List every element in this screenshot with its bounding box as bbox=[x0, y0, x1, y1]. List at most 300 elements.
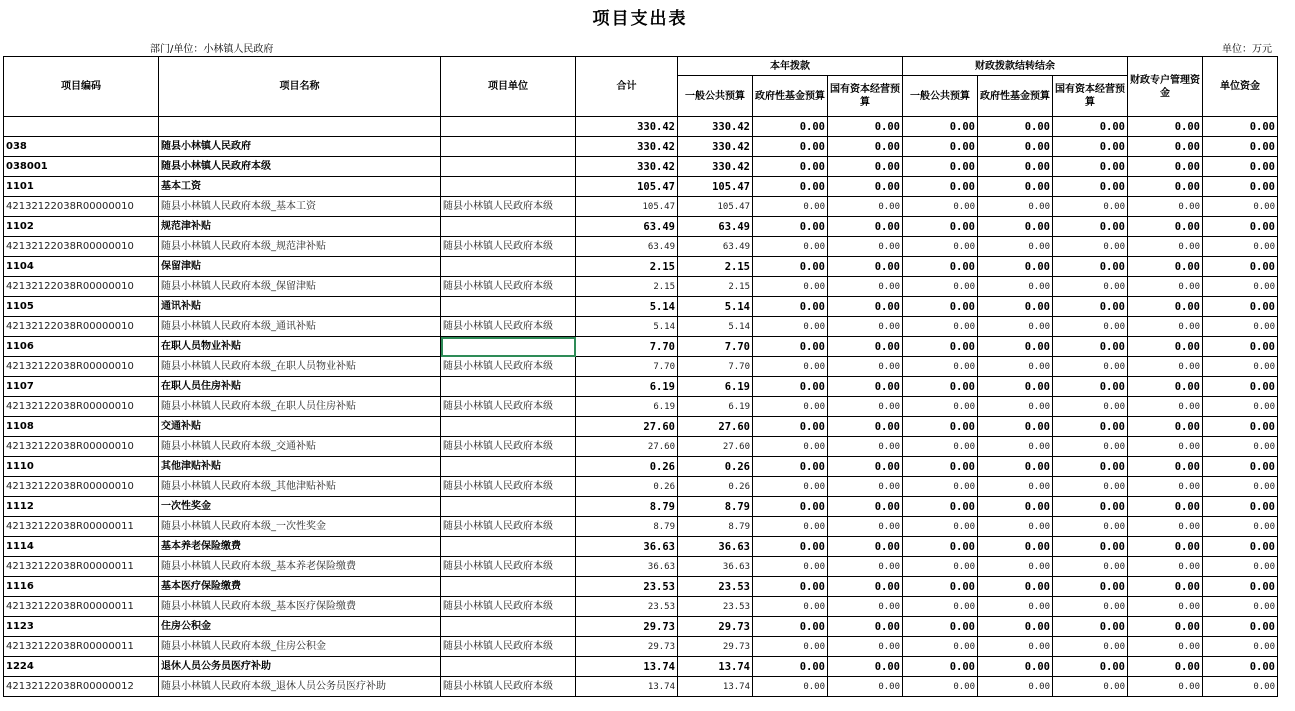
cell-value[interactable]: 0.00 bbox=[753, 157, 828, 177]
cell-value[interactable]: 0.00 bbox=[903, 497, 978, 517]
cell-value[interactable]: 0.00 bbox=[978, 337, 1053, 357]
cell-value[interactable]: 0.00 bbox=[1053, 137, 1128, 157]
cell-value[interactable]: 0.00 bbox=[1203, 237, 1278, 257]
cell-code[interactable] bbox=[4, 117, 159, 137]
cell-code[interactable]: 42132122038R00000010 bbox=[4, 397, 159, 417]
cell-value[interactable]: 5.14 bbox=[576, 317, 678, 337]
cell-unit[interactable] bbox=[441, 657, 576, 677]
cell-name[interactable]: 随县小林镇人民政府本级_退休人员公务员医疗补助 bbox=[159, 677, 441, 697]
cell-unit[interactable]: 随县小林镇人民政府本级 bbox=[441, 317, 576, 337]
cell-value[interactable]: 0.00 bbox=[753, 597, 828, 617]
cell-value[interactable]: 27.60 bbox=[678, 437, 753, 457]
cell-value[interactable]: 0.00 bbox=[828, 677, 903, 697]
cell-value[interactable]: 0.00 bbox=[1203, 377, 1278, 397]
cell-name[interactable]: 随县小林镇人民政府 bbox=[159, 137, 441, 157]
cell-value[interactable]: 0.00 bbox=[978, 297, 1053, 317]
cell-value[interactable]: 7.70 bbox=[576, 357, 678, 377]
cell-value[interactable]: 0.00 bbox=[1053, 617, 1128, 637]
cell-value[interactable]: 0.00 bbox=[903, 197, 978, 217]
cell-value[interactable]: 0.00 bbox=[828, 577, 903, 597]
cell-value[interactable]: 0.00 bbox=[753, 497, 828, 517]
cell-name[interactable]: 基本工资 bbox=[159, 177, 441, 197]
cell-unit[interactable] bbox=[441, 297, 576, 317]
cell-code[interactable]: 1107 bbox=[4, 377, 159, 397]
cell-value[interactable]: 0.00 bbox=[1053, 537, 1128, 557]
cell-value[interactable]: 0.00 bbox=[1053, 357, 1128, 377]
cell-name[interactable]: 退休人员公务员医疗补助 bbox=[159, 657, 441, 677]
cell-value[interactable]: 63.49 bbox=[576, 237, 678, 257]
cell-value[interactable]: 0.00 bbox=[903, 537, 978, 557]
cell-value[interactable]: 0.00 bbox=[1128, 617, 1203, 637]
cell-value[interactable]: 0.00 bbox=[753, 557, 828, 577]
unit-label[interactable]: 单位：万元 bbox=[1222, 44, 1272, 55]
cell-value[interactable]: 0.00 bbox=[903, 297, 978, 317]
cell-value[interactable]: 0.00 bbox=[978, 477, 1053, 497]
cell-name[interactable]: 随县小林镇人民政府本级_基本养老保险缴费 bbox=[159, 557, 441, 577]
header-fund[interactable]: 政府性基金预算 bbox=[753, 76, 828, 117]
cell-unit[interactable] bbox=[441, 117, 576, 137]
cell-value[interactable]: 0.00 bbox=[978, 417, 1053, 437]
cell-value[interactable]: 0.00 bbox=[1203, 597, 1278, 617]
cell-value[interactable]: 0.00 bbox=[1203, 357, 1278, 377]
cell-value[interactable]: 330.42 bbox=[576, 137, 678, 157]
cell-value[interactable]: 6.19 bbox=[576, 377, 678, 397]
cell-value[interactable]: 5.14 bbox=[678, 297, 753, 317]
cell-value[interactable]: 0.00 bbox=[753, 317, 828, 337]
cell-value[interactable]: 0.00 bbox=[978, 117, 1053, 137]
cell-value[interactable]: 0.00 bbox=[978, 677, 1053, 697]
cell-value[interactable]: 8.79 bbox=[576, 517, 678, 537]
cell-value[interactable]: 0.00 bbox=[978, 597, 1053, 617]
cell-code[interactable]: 42132122038R00000010 bbox=[4, 357, 159, 377]
cell-value[interactable]: 0.00 bbox=[1053, 177, 1128, 197]
cell-code[interactable]: 1123 bbox=[4, 617, 159, 637]
cell-unit[interactable]: 随县小林镇人民政府本级 bbox=[441, 597, 576, 617]
cell-value[interactable]: 0.00 bbox=[978, 437, 1053, 457]
cell-unit[interactable] bbox=[441, 337, 576, 357]
cell-value[interactable]: 0.00 bbox=[1053, 397, 1128, 417]
cell-value[interactable]: 0.00 bbox=[903, 617, 978, 637]
cell-name[interactable]: 随县小林镇人民政府本级_一次性奖金 bbox=[159, 517, 441, 537]
cell-name[interactable]: 在职人员住房补贴 bbox=[159, 377, 441, 397]
cell-value[interactable]: 0.00 bbox=[753, 297, 828, 317]
header-total[interactable]: 合计 bbox=[576, 57, 678, 117]
cell-value[interactable]: 330.42 bbox=[678, 117, 753, 137]
cell-value[interactable]: 0.00 bbox=[1053, 457, 1128, 477]
header-state-capital[interactable]: 国有资本经营预算 bbox=[828, 76, 903, 117]
cell-code[interactable]: 42132122038R00000011 bbox=[4, 637, 159, 657]
cell-value[interactable]: 0.00 bbox=[1128, 597, 1203, 617]
cell-code[interactable]: 1224 bbox=[4, 657, 159, 677]
cell-value[interactable]: 330.42 bbox=[678, 157, 753, 177]
cell-value[interactable]: 0.00 bbox=[828, 617, 903, 637]
cell-value[interactable]: 105.47 bbox=[576, 177, 678, 197]
cell-value[interactable]: 0.00 bbox=[1128, 357, 1203, 377]
cell-value[interactable]: 0.00 bbox=[903, 217, 978, 237]
cell-value[interactable]: 0.00 bbox=[828, 517, 903, 537]
cell-value[interactable]: 27.60 bbox=[576, 417, 678, 437]
cell-value[interactable]: 0.00 bbox=[903, 657, 978, 677]
cell-value[interactable]: 2.15 bbox=[576, 277, 678, 297]
cell-code[interactable]: 038001 bbox=[4, 157, 159, 177]
cell-value[interactable]: 0.00 bbox=[1128, 557, 1203, 577]
cell-value[interactable]: 0.00 bbox=[1053, 277, 1128, 297]
cell-value[interactable]: 27.60 bbox=[678, 417, 753, 437]
header-general[interactable]: 一般公共预算 bbox=[678, 76, 753, 117]
cell-value[interactable]: 6.19 bbox=[678, 397, 753, 417]
cell-value[interactable]: 0.00 bbox=[828, 657, 903, 677]
cell-value[interactable]: 0.00 bbox=[1053, 677, 1128, 697]
cell-value[interactable]: 0.00 bbox=[1128, 397, 1203, 417]
cell-value[interactable]: 36.63 bbox=[678, 537, 753, 557]
cell-value[interactable]: 0.00 bbox=[1053, 237, 1128, 257]
header-carry-general[interactable]: 一般公共预算 bbox=[903, 76, 978, 117]
header-unit[interactable]: 项目单位 bbox=[441, 57, 576, 117]
cell-value[interactable]: 0.00 bbox=[903, 377, 978, 397]
cell-value[interactable]: 29.73 bbox=[576, 617, 678, 637]
cell-value[interactable]: 0.00 bbox=[978, 197, 1053, 217]
cell-value[interactable]: 0.00 bbox=[903, 397, 978, 417]
cell-code[interactable]: 42132122038R00000010 bbox=[4, 477, 159, 497]
cell-value[interactable]: 8.79 bbox=[678, 517, 753, 537]
cell-value[interactable]: 0.00 bbox=[903, 557, 978, 577]
cell-code[interactable]: 1110 bbox=[4, 457, 159, 477]
cell-value[interactable]: 0.00 bbox=[1053, 317, 1128, 337]
cell-value[interactable]: 0.00 bbox=[828, 477, 903, 497]
cell-value[interactable]: 2.15 bbox=[678, 257, 753, 277]
cell-value[interactable]: 0.00 bbox=[1053, 197, 1128, 217]
cell-name[interactable]: 基本养老保险缴费 bbox=[159, 537, 441, 557]
cell-value[interactable]: 27.60 bbox=[576, 437, 678, 457]
cell-code[interactable]: 1108 bbox=[4, 417, 159, 437]
cell-value[interactable]: 0.00 bbox=[1203, 157, 1278, 177]
cell-value[interactable]: 0.00 bbox=[903, 637, 978, 657]
cell-value[interactable]: 0.00 bbox=[1053, 437, 1128, 457]
cell-value[interactable]: 0.00 bbox=[1203, 117, 1278, 137]
cell-name[interactable]: 随县小林镇人民政府本级_规范津补贴 bbox=[159, 237, 441, 257]
cell-value[interactable]: 0.00 bbox=[903, 677, 978, 697]
cell-value[interactable]: 29.73 bbox=[576, 637, 678, 657]
cell-value[interactable]: 0.00 bbox=[1128, 477, 1203, 497]
cell-value[interactable]: 0.00 bbox=[753, 237, 828, 257]
cell-value[interactable]: 0.00 bbox=[753, 517, 828, 537]
cell-value[interactable]: 0.00 bbox=[753, 577, 828, 597]
cell-value[interactable]: 0.00 bbox=[903, 237, 978, 257]
cell-code[interactable]: 1104 bbox=[4, 257, 159, 277]
cell-value[interactable]: 0.00 bbox=[1128, 157, 1203, 177]
cell-value[interactable]: 36.63 bbox=[678, 557, 753, 577]
cell-value[interactable]: 0.00 bbox=[1053, 157, 1128, 177]
cell-value[interactable]: 23.53 bbox=[576, 597, 678, 617]
cell-value[interactable]: 0.00 bbox=[1203, 337, 1278, 357]
cell-value[interactable]: 0.00 bbox=[978, 237, 1053, 257]
cell-value[interactable]: 0.00 bbox=[1128, 677, 1203, 697]
cell-value[interactable]: 0.00 bbox=[1203, 477, 1278, 497]
cell-value[interactable]: 5.14 bbox=[576, 297, 678, 317]
cell-unit[interactable]: 随县小林镇人民政府本级 bbox=[441, 357, 576, 377]
header-name[interactable]: 项目名称 bbox=[159, 57, 441, 117]
cell-code[interactable]: 1116 bbox=[4, 577, 159, 597]
cell-value[interactable]: 0.00 bbox=[828, 197, 903, 217]
cell-value[interactable]: 0.00 bbox=[1203, 217, 1278, 237]
cell-value[interactable]: 13.74 bbox=[576, 657, 678, 677]
cell-value[interactable]: 0.00 bbox=[1128, 457, 1203, 477]
cell-value[interactable]: 0.00 bbox=[978, 257, 1053, 277]
cell-value[interactable]: 0.00 bbox=[753, 477, 828, 497]
header-code[interactable]: 项目编码 bbox=[4, 57, 159, 117]
cell-value[interactable]: 0.00 bbox=[978, 577, 1053, 597]
cell-value[interactable]: 0.00 bbox=[753, 117, 828, 137]
cell-value[interactable]: 0.00 bbox=[1053, 517, 1128, 537]
cell-value[interactable]: 0.00 bbox=[828, 297, 903, 317]
cell-value[interactable]: 0.00 bbox=[753, 137, 828, 157]
cell-value[interactable]: 0.00 bbox=[1128, 317, 1203, 337]
cell-value[interactable]: 0.00 bbox=[1203, 677, 1278, 697]
cell-value[interactable]: 36.63 bbox=[576, 537, 678, 557]
cell-unit[interactable] bbox=[441, 537, 576, 557]
cell-value[interactable]: 0.00 bbox=[903, 437, 978, 457]
cell-code[interactable]: 42132122038R00000010 bbox=[4, 437, 159, 457]
header-group-current[interactable]: 本年拨款 bbox=[678, 57, 903, 76]
cell-code[interactable]: 42132122038R00000010 bbox=[4, 197, 159, 217]
cell-value[interactable]: 0.00 bbox=[828, 337, 903, 357]
cell-value[interactable]: 0.00 bbox=[1128, 377, 1203, 397]
cell-value[interactable]: 0.00 bbox=[978, 137, 1053, 157]
cell-value[interactable]: 0.00 bbox=[753, 257, 828, 277]
cell-unit[interactable]: 随县小林镇人民政府本级 bbox=[441, 517, 576, 537]
cell-value[interactable]: 0.00 bbox=[978, 517, 1053, 537]
cell-value[interactable]: 7.70 bbox=[576, 337, 678, 357]
cell-value[interactable]: 0.00 bbox=[1203, 497, 1278, 517]
cell-name[interactable]: 其他津贴补贴 bbox=[159, 457, 441, 477]
header-carry-fund[interactable]: 政府性基金预算 bbox=[978, 76, 1053, 117]
cell-value[interactable]: 0.00 bbox=[903, 417, 978, 437]
cell-value[interactable]: 0.00 bbox=[903, 157, 978, 177]
cell-name[interactable]: 通讯补贴 bbox=[159, 297, 441, 317]
cell-value[interactable]: 0.00 bbox=[1128, 257, 1203, 277]
cell-value[interactable]: 0.00 bbox=[903, 457, 978, 477]
cell-name[interactable]: 基本医疗保险缴费 bbox=[159, 577, 441, 597]
header-carry-state-capital[interactable]: 国有资本经营预算 bbox=[1053, 76, 1128, 117]
cell-value[interactable]: 0.00 bbox=[828, 317, 903, 337]
cell-value[interactable]: 0.00 bbox=[1053, 637, 1128, 657]
cell-value[interactable]: 0.00 bbox=[978, 317, 1053, 337]
cell-value[interactable]: 0.00 bbox=[828, 457, 903, 477]
cell-unit[interactable] bbox=[441, 617, 576, 637]
cell-unit[interactable] bbox=[441, 457, 576, 477]
cell-value[interactable]: 0.00 bbox=[828, 557, 903, 577]
cell-value[interactable]: 0.00 bbox=[828, 437, 903, 457]
header-own[interactable]: 单位资金 bbox=[1203, 57, 1278, 117]
cell-value[interactable]: 8.79 bbox=[678, 497, 753, 517]
cell-name[interactable] bbox=[159, 117, 441, 137]
cell-unit[interactable] bbox=[441, 217, 576, 237]
cell-value[interactable]: 0.00 bbox=[903, 597, 978, 617]
cell-value[interactable]: 0.00 bbox=[1203, 417, 1278, 437]
cell-value[interactable]: 0.00 bbox=[1053, 597, 1128, 617]
cell-value[interactable]: 0.00 bbox=[828, 397, 903, 417]
cell-value[interactable]: 0.00 bbox=[1203, 457, 1278, 477]
cell-value[interactable]: 0.00 bbox=[1128, 437, 1203, 457]
cell-value[interactable]: 0.00 bbox=[978, 497, 1053, 517]
cell-value[interactable]: 0.00 bbox=[978, 457, 1053, 477]
cell-value[interactable]: 2.15 bbox=[678, 277, 753, 297]
cell-code[interactable]: 038 bbox=[4, 137, 159, 157]
cell-value[interactable]: 0.00 bbox=[903, 577, 978, 597]
cell-value[interactable]: 0.00 bbox=[753, 457, 828, 477]
cell-value[interactable]: 0.00 bbox=[1053, 417, 1128, 437]
cell-value[interactable]: 0.00 bbox=[828, 537, 903, 557]
cell-name[interactable]: 随县小林镇人民政府本级_保留津贴 bbox=[159, 277, 441, 297]
cell-value[interactable]: 2.15 bbox=[576, 257, 678, 277]
cell-value[interactable]: 105.47 bbox=[678, 177, 753, 197]
cell-value[interactable]: 0.00 bbox=[828, 377, 903, 397]
cell-value[interactable]: 0.00 bbox=[978, 357, 1053, 377]
cell-value[interactable]: 29.73 bbox=[678, 617, 753, 637]
cell-value[interactable]: 0.00 bbox=[828, 357, 903, 377]
cell-value[interactable]: 0.00 bbox=[828, 497, 903, 517]
cell-unit[interactable]: 随县小林镇人民政府本级 bbox=[441, 397, 576, 417]
cell-unit[interactable]: 随县小林镇人民政府本级 bbox=[441, 197, 576, 217]
cell-value[interactable]: 0.00 bbox=[1203, 197, 1278, 217]
cell-unit[interactable]: 随县小林镇人民政府本级 bbox=[441, 637, 576, 657]
cell-name[interactable]: 随县小林镇人民政府本级 bbox=[159, 157, 441, 177]
cell-value[interactable]: 0.00 bbox=[1128, 177, 1203, 197]
cell-value[interactable]: 0.00 bbox=[1203, 517, 1278, 537]
cell-name[interactable]: 随县小林镇人民政府本级_通讯补贴 bbox=[159, 317, 441, 337]
cell-value[interactable]: 0.00 bbox=[753, 357, 828, 377]
cell-value[interactable]: 0.26 bbox=[576, 477, 678, 497]
cell-value[interactable]: 0.00 bbox=[1128, 117, 1203, 137]
cell-value[interactable]: 0.00 bbox=[1203, 557, 1278, 577]
cell-value[interactable]: 0.00 bbox=[978, 617, 1053, 637]
cell-name[interactable]: 保留津贴 bbox=[159, 257, 441, 277]
cell-value[interactable]: 0.00 bbox=[1128, 137, 1203, 157]
cell-value[interactable]: 0.00 bbox=[1053, 497, 1128, 517]
cell-value[interactable]: 23.53 bbox=[678, 577, 753, 597]
cell-value[interactable]: 0.00 bbox=[753, 277, 828, 297]
cell-value[interactable]: 0.00 bbox=[1128, 197, 1203, 217]
cell-value[interactable]: 0.00 bbox=[903, 517, 978, 537]
cell-name[interactable]: 随县小林镇人民政府本级_基本医疗保险缴费 bbox=[159, 597, 441, 617]
cell-value[interactable]: 0.00 bbox=[753, 617, 828, 637]
cell-value[interactable]: 0.00 bbox=[828, 237, 903, 257]
cell-value[interactable]: 0.00 bbox=[903, 317, 978, 337]
cell-value[interactable]: 105.47 bbox=[576, 197, 678, 217]
cell-value[interactable]: 0.00 bbox=[1053, 217, 1128, 237]
cell-code[interactable]: 1112 bbox=[4, 497, 159, 517]
cell-code[interactable]: 1101 bbox=[4, 177, 159, 197]
cell-value[interactable]: 13.74 bbox=[678, 677, 753, 697]
cell-name[interactable]: 一次性奖金 bbox=[159, 497, 441, 517]
cell-value[interactable]: 0.00 bbox=[978, 157, 1053, 177]
cell-value[interactable]: 0.00 bbox=[753, 637, 828, 657]
cell-code[interactable]: 1102 bbox=[4, 217, 159, 237]
cell-value[interactable]: 0.00 bbox=[978, 537, 1053, 557]
cell-unit[interactable]: 随县小林镇人民政府本级 bbox=[441, 677, 576, 697]
cell-value[interactable]: 0.00 bbox=[1128, 217, 1203, 237]
cell-unit[interactable]: 随县小林镇人民政府本级 bbox=[441, 437, 576, 457]
cell-value[interactable]: 0.00 bbox=[1053, 257, 1128, 277]
cell-unit[interactable]: 随县小林镇人民政府本级 bbox=[441, 237, 576, 257]
cell-code[interactable]: 1106 bbox=[4, 337, 159, 357]
cell-value[interactable]: 0.00 bbox=[978, 637, 1053, 657]
cell-value[interactable]: 0.00 bbox=[828, 257, 903, 277]
cell-value[interactable]: 0.00 bbox=[1128, 297, 1203, 317]
cell-value[interactable]: 0.00 bbox=[828, 597, 903, 617]
cell-value[interactable]: 0.00 bbox=[753, 437, 828, 457]
cell-value[interactable]: 0.00 bbox=[1053, 577, 1128, 597]
cell-value[interactable]: 5.14 bbox=[678, 317, 753, 337]
cell-value[interactable]: 7.70 bbox=[678, 357, 753, 377]
cell-name[interactable]: 随县小林镇人民政府本级_交通补贴 bbox=[159, 437, 441, 457]
cell-value[interactable]: 0.00 bbox=[753, 197, 828, 217]
cell-value[interactable]: 0.00 bbox=[1203, 177, 1278, 197]
cell-value[interactable]: 0.00 bbox=[1128, 237, 1203, 257]
cell-code[interactable]: 42132122038R00000012 bbox=[4, 677, 159, 697]
cell-name[interactable]: 随县小林镇人民政府本级_基本工资 bbox=[159, 197, 441, 217]
cell-value[interactable]: 0.00 bbox=[753, 337, 828, 357]
cell-code[interactable]: 42132122038R00000011 bbox=[4, 517, 159, 537]
cell-value[interactable]: 0.00 bbox=[1203, 257, 1278, 277]
cell-unit[interactable] bbox=[441, 497, 576, 517]
cell-value[interactable]: 0.00 bbox=[978, 557, 1053, 577]
cell-unit[interactable]: 随县小林镇人民政府本级 bbox=[441, 277, 576, 297]
cell-value[interactable]: 330.42 bbox=[576, 157, 678, 177]
cell-value[interactable]: 0.00 bbox=[1203, 537, 1278, 557]
cell-value[interactable]: 0.00 bbox=[978, 217, 1053, 237]
cell-value[interactable]: 0.00 bbox=[1203, 137, 1278, 157]
cell-value[interactable]: 0.00 bbox=[1203, 657, 1278, 677]
cell-value[interactable]: 13.74 bbox=[678, 657, 753, 677]
cell-unit[interactable] bbox=[441, 417, 576, 437]
cell-value[interactable]: 63.49 bbox=[678, 217, 753, 237]
cell-value[interactable]: 0.00 bbox=[1128, 637, 1203, 657]
cell-value[interactable]: 0.00 bbox=[1203, 637, 1278, 657]
cell-code[interactable]: 42132122038R00000010 bbox=[4, 237, 159, 257]
cell-value[interactable]: 0.00 bbox=[1053, 117, 1128, 137]
header-group-carry[interactable]: 财政拨款结转结余 bbox=[903, 57, 1128, 76]
cell-value[interactable]: 23.53 bbox=[576, 577, 678, 597]
cell-value[interactable]: 0.00 bbox=[828, 637, 903, 657]
cell-value[interactable]: 330.42 bbox=[678, 137, 753, 157]
cell-value[interactable]: 0.00 bbox=[1128, 497, 1203, 517]
cell-unit[interactable] bbox=[441, 377, 576, 397]
cell-value[interactable]: 0.00 bbox=[753, 537, 828, 557]
cell-value[interactable]: 0.00 bbox=[753, 177, 828, 197]
cell-value[interactable]: 0.00 bbox=[903, 257, 978, 277]
cell-value[interactable]: 0.00 bbox=[753, 657, 828, 677]
cell-value[interactable]: 8.79 bbox=[576, 497, 678, 517]
cell-value[interactable]: 0.00 bbox=[978, 377, 1053, 397]
cell-value[interactable]: 0.00 bbox=[753, 377, 828, 397]
cell-value[interactable]: 0.00 bbox=[903, 177, 978, 197]
cell-value[interactable]: 0.00 bbox=[1128, 577, 1203, 597]
cell-unit[interactable] bbox=[441, 137, 576, 157]
cell-value[interactable]: 0.00 bbox=[1128, 657, 1203, 677]
cell-code[interactable]: 42132122038R00000011 bbox=[4, 597, 159, 617]
cell-code[interactable]: 42132122038R00000011 bbox=[4, 557, 159, 577]
cell-value[interactable]: 0.00 bbox=[978, 657, 1053, 677]
cell-name[interactable]: 规范津补贴 bbox=[159, 217, 441, 237]
header-special[interactable]: 财政专户管理资金 bbox=[1128, 57, 1203, 117]
cell-code[interactable]: 42132122038R00000010 bbox=[4, 317, 159, 337]
cell-value[interactable]: 0.00 bbox=[903, 117, 978, 137]
cell-unit[interactable]: 随县小林镇人民政府本级 bbox=[441, 477, 576, 497]
cell-value[interactable]: 29.73 bbox=[678, 637, 753, 657]
cell-value[interactable]: 0.00 bbox=[1128, 537, 1203, 557]
cell-value[interactable]: 0.00 bbox=[903, 277, 978, 297]
